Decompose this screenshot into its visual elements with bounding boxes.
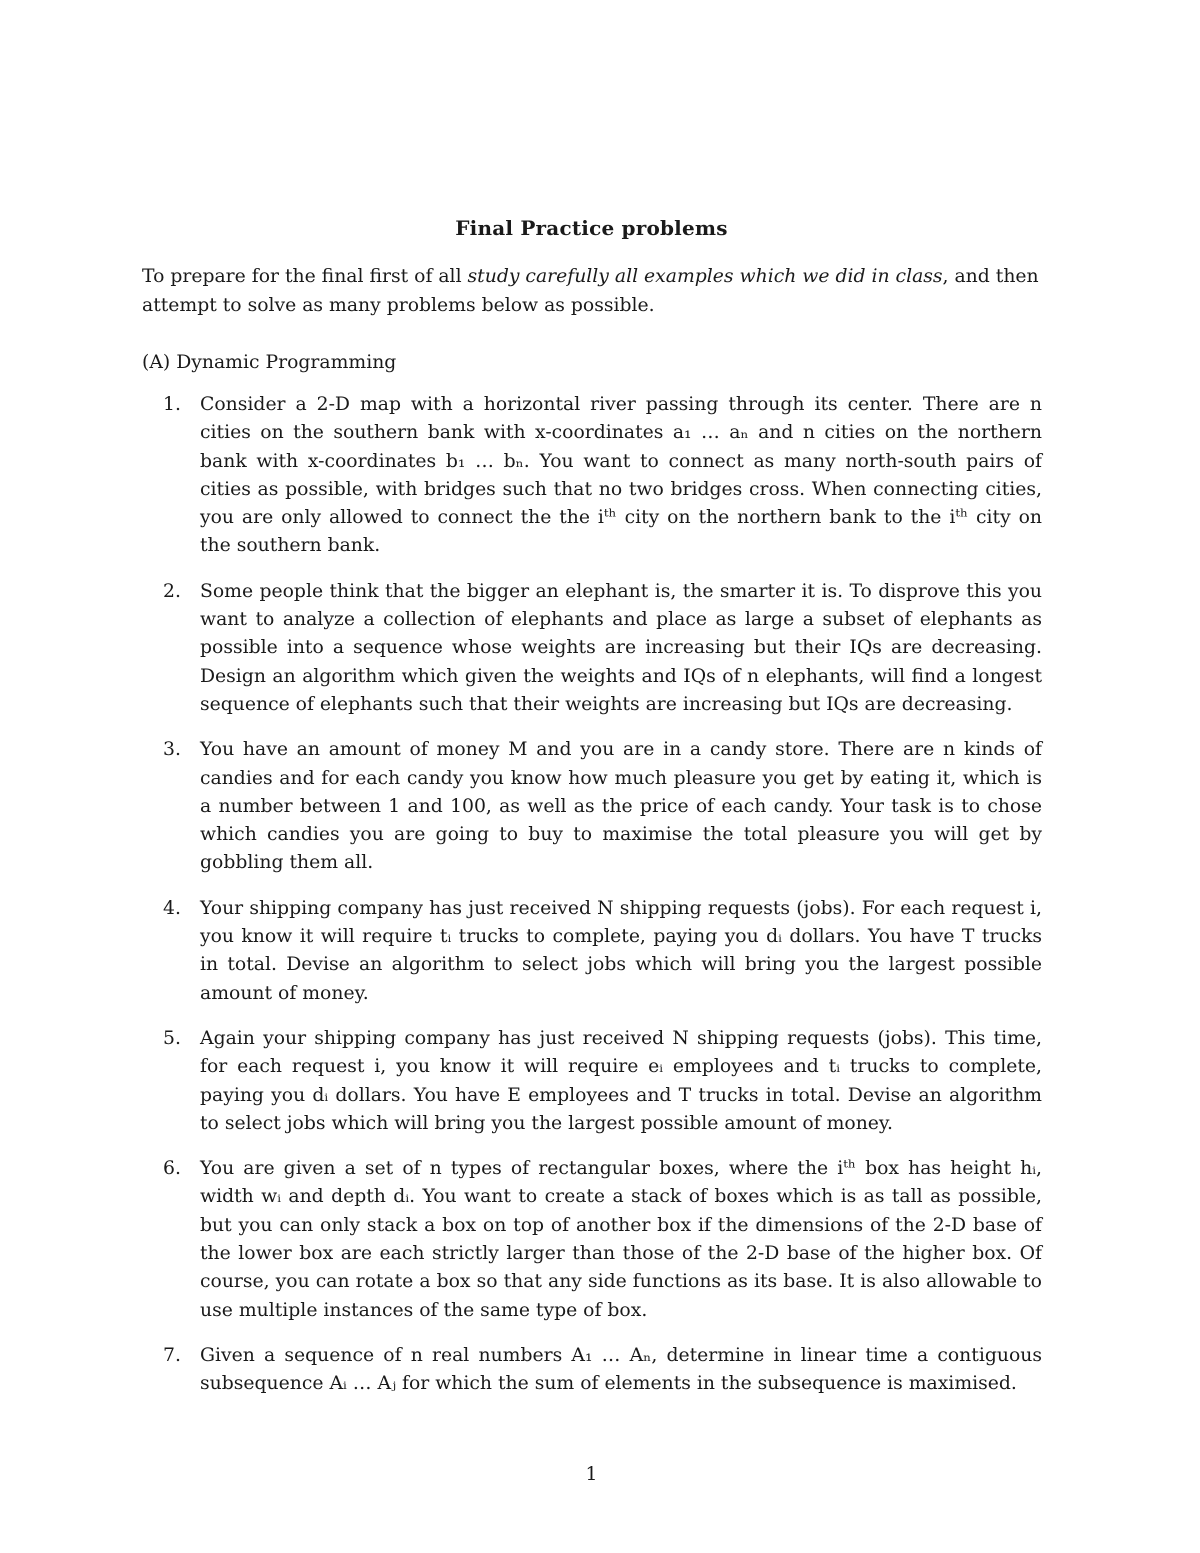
- problem-number: 3.: [163, 739, 181, 761]
- section-heading: (A) Dynamic Programming: [142, 352, 397, 373]
- problem-text: Again your shipping company has just received N shipping requests (jobs). This time, for each request i, you know it will require eᵢ employees and tᵢ trucks to complete, paying you dᵢ dollars. You have E employees and T trucks in total. Devise an algorithm to select jobs which will bring you the largest possible amount of money.: [200, 1027, 1042, 1134]
- problem-number: 1.: [163, 394, 181, 415]
- problem-item: [142, 391, 1042, 561]
- problem-list: [142, 391, 1042, 1416]
- problem-item: [142, 1025, 1042, 1138]
- page-number: 1: [585, 1464, 598, 1485]
- problem-text: Your shipping company has just received N shipping requests (jobs). For each request i, you know it will require tᵢ trucks to complete, paying you dᵢ dollars. You have T trucks in total. Devise an algorithm to select jobs which will bring you the largest possible amount of money.: [200, 897, 1042, 1004]
- problem-item: [142, 1155, 1042, 1325]
- intro-text-after: , and then attempt to solve as many problems below as possible.: [142, 266, 1039, 316]
- problem-number: 4.: [163, 897, 181, 919]
- problem-item: [142, 1342, 1042, 1399]
- problem-item: [142, 895, 1042, 1008]
- problem-text: Some people think that the bigger an elephant is, the smarter it is. To disprove this you want to analyze a collection of elephants and place as large a subset of elephants as possible into a sequence whose weights are increasing but their IQs are decreasing. Design an algorithm which given the weights and IQs of n elephants, will find a longest sequence of elephants such that their weights are increasing but IQs are decreasing.: [200, 580, 1042, 715]
- intro-emphasis: study carefully all examples which we did in class: [467, 266, 943, 287]
- problem-text: You have an amount of money M and you are in a candy store. There are n kinds of candies and for each candy you know how much pleasure you get by eating it, which is a number between 1 and 100, as well as the price of each candy. Your task is to chose which candies you are going to buy to maximise the total pleasure you will get by gobbling them all.: [200, 739, 1042, 874]
- problem-text: You are given a set of n types of rectangular boxes, where the iᵗʰ box has height hᵢ, width wᵢ and depth dᵢ. You want to create a stack of boxes which is as tall as possible, but you can only stack a box on top of another box if the dimensions of the 2-D base of the lower box are each strictly larger than those of the 2-D base of the higher box. Of course, you can rotate a box so that any side functions as its base. It is also allowable to use multiple instances of the same type of box.: [200, 1158, 1042, 1321]
- problem-text: Given a sequence of n real numbers A₁ … Aₙ, determine in linear time a contiguous subsequence Aᵢ … Aⱼ for which the sum of elements in the subsequence is maximised.: [200, 1344, 1042, 1395]
- problem-number: 2.: [163, 580, 181, 602]
- problem-number: 6.: [163, 1158, 181, 1180]
- problem-item: [142, 736, 1042, 877]
- page-title: Final Practice problems: [455, 216, 728, 240]
- problem-text: Consider a 2-D map with a horizontal river passing through its center. There are n cities on the southern bank with x-coordinates a₁ … aₙ and n cities on the northern bank with x-coordinates b₁ … bₙ. You want to connect as many north-south pairs of cities as possible, with bridges such that no two bridges cross. When connecting cities, you are only allowed to connect the the iᵗʰ city on the northern bank to the iᵗʰ city on the southern bank.: [200, 394, 1042, 557]
- problem-number: 7.: [163, 1344, 181, 1366]
- problem-number: 5.: [163, 1027, 181, 1049]
- problem-item: [142, 578, 1042, 719]
- intro-paragraph: [142, 262, 1042, 320]
- intro-text-before: To prepare for the final first of all: [142, 266, 468, 287]
